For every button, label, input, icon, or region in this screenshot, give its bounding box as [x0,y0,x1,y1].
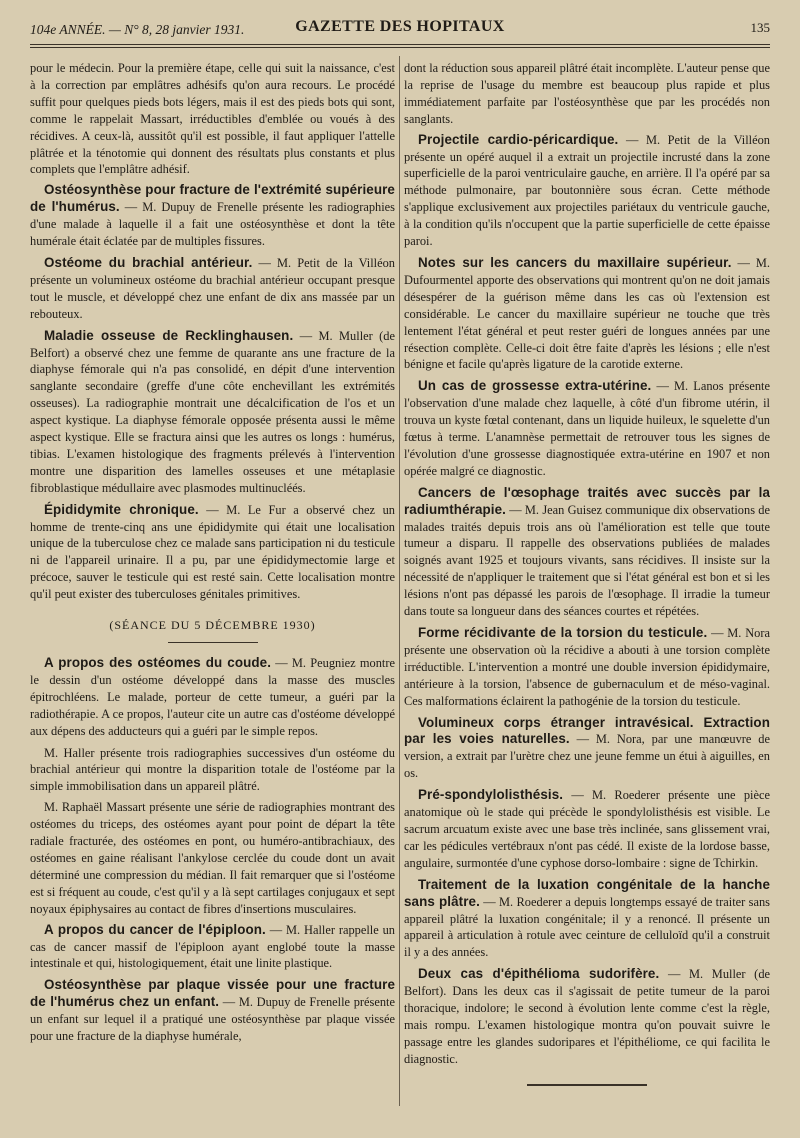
article-body: — M. Le Fur a observé chez un homme de trente-cinq ans une épididymite qui était une localisation unique de la tuberculose chez ce malade sans participation ni du testicule ni de l'appareil urinaire. Il a pu, par une épididymectomie large et précoce, sauver le testicule qui est resté sain. Cette localisation montre qu'il peut exister des tuberculoses génitales primitives. [30,502,395,602]
article-body: — M. Dupuy de Frenelle présente un enfant sur lequel il a pratiqué une ostéosynthèse par plaque vissée pour une fracture de la diaphyse humérale, [30,995,395,1044]
article-plaque-vissee [30,977,395,1045]
article-title: Pré-spondylolisthésis. [418,787,564,803]
intro-paragraph: pour le médecin. Pour la première étape, celle qui suit la naissance, c'est à la correction par emplâtres adhésifs qu'on aura recours. Le procédé suffit pour quelques pieds bots légers, mais il est des pieds bots qui sont, comme le rappelait Massart, irréductibles d'emblée ou voués à des récidives. A ceux-là, aussitôt qu'il est possible, il faut appliquer l'attelle plâtrée et la ténotomie qui donnent des résultats plus constants et plus complets que l'emplâtre adhésif. [30,61,395,177]
journal-title: GAZETTE DES HOPITAUX [295,18,505,35]
article-oesophage [404,485,770,620]
article-body: — M. Roederer présente une pièce anatomique où le stade qui précède le spondylolisthésis est visible. Le sacrum arcuatum existe avec une base très inclinée, sans glissement vrai, car les pédicules vertébraux n'ont pas cédé. Il existe de la lordose basse, angulaire, surmontée d'une cyphose dorso-lombaire : signe de Tchirkin. [404,788,770,870]
article-epididymite [30,502,395,603]
article-title: Un cas de grossesse extra-utérine. [418,378,652,394]
article-title: Notes sur les cancers du maxillaire supérieur. [418,254,732,270]
section-end-rule [527,1084,647,1086]
article-title: Épididymite chronique. [44,501,199,517]
article-title: Ostéosynthèse par plaque vissée pour une fracture de l'humérus chez un enfant. [30,977,395,1010]
article-body: — M. Muller (de Belfort) a observé chez une femme de quarante ans une fracture de la diaphyse fémorale qui n'a pas consolidé, en dépit d'une intervention sanglante secondaire (greffe d'une côte enchevillant les extrémités osseuses). La radiographie montrait une décalcification de l'os et un aspect kystique. La diaphyse fémorale opposée présenta aussi le même aspect kystique. Elle se fractura ainsi que les autres os longs : humérus, tibias. L'examen histologique des fragments prélevés à l'intervention montre une disparition des lamelles osseuses et une métaplasie fibroblastique médullaire avec plasmodes multinucléés. [30,328,395,495]
article-torsion [404,625,770,710]
article-body: — M. Roederer a depuis longtemps essayé de traiter sans appareil plâtré la luxation congénitale; il y a renoncé. Il présente un appareil à articulation à rotule avec ceinture de celluloïd qu'il a construit il y a des années. [404,894,770,960]
haller-paragraph: M. Haller présente trois radiographies successives d'un ostéome du brachial antérieur qui montre la disparition totale de l'ostéome par la simple immobilisation dans un appareil plâtré. [30,745,395,794]
article-body: — M. Dufourmentel apporte des observations qui montrent qu'on ne doit jamais désespérer de la guérison même dans les cas où l'extension est considérable. Le cancer du maxillaire supérieur ne touche que très lentement l'état général et peut rester guéri de longues années par une résection complète. Celle-ci doit être faite d'après les lésions ; elle n'est bénigne et facile qu'après ligature de la carotide externe. [404,255,770,372]
article-corps-etranger [404,715,770,783]
article-projectile [404,132,770,250]
article-epithelioma [404,966,770,1067]
article-body: — M. Jean Guisez communique dix observations de malades traités depuis trois ans où l'amélioration est telle que toute tumeur a disparu. Il rappelle des observations publiées de malades soignés avant 1925 et toujours vivants, sans récidives. Il insiste sur la nécessité de n'appliquer le traitement que si l'état général est bon et si les lésions n'ont pas dépassé les parois de l'œsophage. Il irradie la tumeur dans toute sa longueur dans des séances courtes et répétées. [404,502,770,619]
article-title: Ostéosynthèse pour fracture de l'extrémité supérieure de l'humérus. [30,182,395,215]
continued-paragraph: dont la réduction sous appareil plâtré était incomplète. L'auteur pense que la reprise de l'usage du membre est beaucoup plus rapide et plus immédiatement parfaite par l'ostéosynthèse que par les procédés non sanglants. [404,61,770,126]
article-title: Traitement de la luxation congénitale de la hanche sans plâtre. [404,876,770,909]
left-column [30,60,395,1130]
seance-rule [168,642,258,643]
column-divider [399,56,400,1106]
article-title: Projectile cardio-péricardique. [418,131,619,147]
header-rule [30,44,770,45]
article-spondylolisthesis [404,787,770,872]
article-recklinghausen [30,328,395,497]
article-body: — M. Nora, par une manœuvre de version, a extrait par l'urètre chez une jeune femme un étui à aiguilles, en os. [404,732,770,781]
massart-paragraph: M. Raphaël Massart présente une série de radiographies montrant des ostéomes du triceps, des ostéomes ayant pour point de départ la tête radiale fracturée, des ostéomes en pont, ou huméro-antibrachiaux, des ostéomes en gaine réalisant l'ankylose cerclée du coude dont un avait déterminé une compression du médian. Il fait remarquer que si l'ostéome est si fréquent au coude, c'est qu'il y a là sept cartilages conjugaux et sept noyaux épiphysaires au contact de fibres d'insertions musculaires. [30,800,395,916]
article-body: — M. Nora présente une observation où la récidive a abouti à une torsion complète irréductible. L'intervention a montré une double inversion épididymaire, antérieure à la torsion, l'absence de gubernaculum et de méso-vaginal. Ces malformations éclairent la pathogénie de la torsion du testicule. [404,626,770,708]
article-title: Cancers de l'œsophage traités avec succès par la radiumthérapie. [404,484,770,517]
article-title: Forme récidivante de la torsion du testicule. [418,625,708,640]
article-body: — M. Haller rappelle un cas de cancer massif de l'épiploon ayant englobé toute la masse intestinale et qui, histologiquement, était une linite plastique. [30,922,395,971]
article-luxation [404,877,770,962]
article-grossesse [404,378,770,479]
article-epiploon [30,922,395,973]
article-title: A propos des ostéomes du coude. [44,655,272,670]
article-body: — M. Peugniez montre le dessin d'un ostéome développé dans la masse des muscles épitrochléens. Le malade, porteur de cette tumeur, a guéri par la radiothérapie. A ce propos, l'auteur cite un autre cas d'ostéome développé aux dépens des adducteurs qui a guéri par le simple repos. [30,656,395,738]
article-body: — M. Muller (de Belfort). Dans les deux cas il s'agissait de petite tumeur de la paroi thoracique, indolore; le second à évolution lente comme c'est la règle, mais rompu. L'examen histologique montra qu'on pouvait suivre le passage entre les glandes sudoripares et l'épithéliome, ce qui facilita le diagnostic. [404,967,770,1066]
issue-info: 104e ANNÉE. — N° 8, 28 janvier 1931. [30,22,245,37]
article-body: — M. Dupuy de Frenelle présente les radiographies d'une malade à laquelle il a fait une ostéosynthèse et dont la tête humérale était éclatée par de multiples fissures. [30,200,395,249]
page-number: 135 [750,20,770,35]
article-title: Deux cas d'épithélioma sudorifère. [418,966,660,982]
page-header [30,12,770,44]
article-osteome [30,255,395,323]
article-body: — M. Petit de la Villéon présente un volumineux ostéome du brachial antérieur occupant presque tout le muscle, et développé chez une enfant de dix ans massée par un rebouteux. [30,255,395,321]
article-body: — M. Petit de la Villéon présente un opéré auquel il a extrait un projectile incrusté dans la zone superficielle de la paroi ventriculaire gauche, en arrière. Il l'a opéré par sa méthode pulmonaire, par boutonnière sous écran. Cette méthode s'applique exclusivement aux projectiles pariétaux du ventricule gauche, à la condition qu'ils n'occupent que la partie superficielle de cette épaisse paroi. [404,132,770,249]
article-maxillaire [404,255,770,373]
article-title: Volumineux corps étranger intravésical. Extraction par les voies naturelles. [404,714,770,747]
seance-heading: (SÉANCE DU 5 DÉCEMBRE 1930) [109,618,316,633]
article-title: Maladie osseuse de Recklinghausen. [44,327,294,343]
article-title: Ostéome du brachial antérieur. [44,254,253,270]
article-title: A propos du cancer de l'épiploon. [44,921,266,937]
article-body: — M. Lanos présente l'observation d'une malade chez laquelle, à côté d'un fibrome utérin, il trouva un kyste fœtal contenant, dans un liquide huileux, le squelette d'un fœtus à terme. L'anamnèse permettait de retrouver tous les signes de l'évolution d'une grossesse diagnostiquée extra-utérine en 1907 et non opérée malgré ce diagnostic. [404,379,770,478]
article-osteomes-coude [30,655,395,740]
right-column [404,60,770,1130]
header-rule-double [30,47,770,48]
article-osteosynthese [30,182,395,250]
